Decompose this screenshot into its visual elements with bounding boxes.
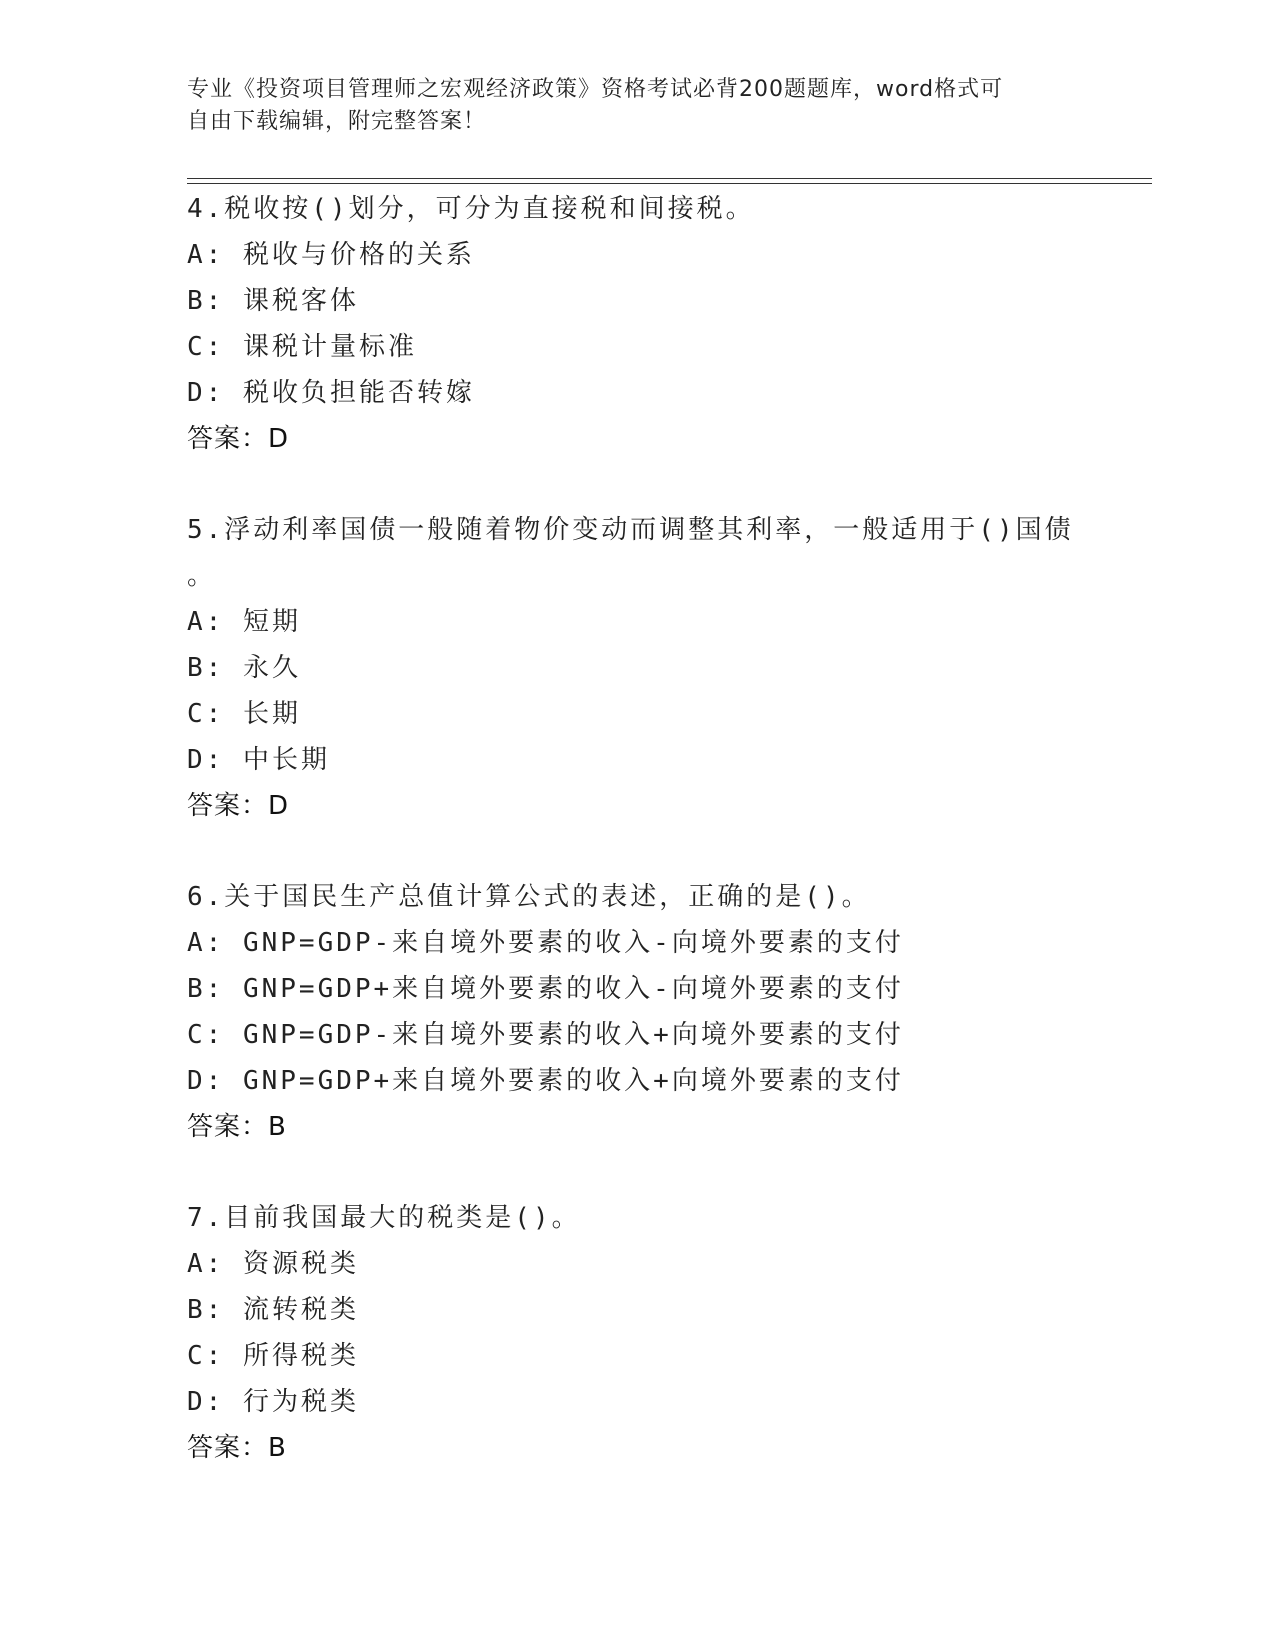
option-d: D: 行为税类 — [187, 1387, 359, 1417]
option-c: C: 所得税类 — [187, 1341, 359, 1371]
option-b: B: 永久 — [187, 653, 301, 683]
option-b: B: GNP=GDP+来自境外要素的收入-向境外要素的支付 — [187, 974, 904, 1004]
question-block-4 — [187, 186, 1087, 462]
header-line-1: 专业《投资项目管理师之宏观经济政策》资格考试必背200题题库，word格式可 — [187, 77, 1004, 102]
option-d: D: 税收负担能否转嫁 — [187, 378, 475, 408]
answer-line: 答案：D — [187, 791, 290, 821]
question-stem: 5.浮动利率国债一般随着物价变动而调整其利率，一般适用于()国债 — [187, 515, 1074, 545]
answer-line: 答案：B — [187, 1433, 287, 1463]
header-divider-top — [187, 178, 1152, 179]
option-a: A: 资源税类 — [187, 1249, 359, 1279]
option-a: A: 短期 — [187, 607, 301, 637]
question-block-7 — [187, 1195, 1087, 1471]
option-c: C: 长期 — [187, 699, 301, 729]
option-a: A: 税收与价格的关系 — [187, 240, 475, 270]
option-d: D: 中长期 — [187, 745, 330, 775]
header-divider-bottom — [187, 183, 1152, 184]
option-c: C: 课税计量标准 — [187, 332, 417, 362]
answer-line: 答案：D — [187, 424, 290, 454]
document-header — [187, 74, 1067, 138]
question-stem: 4.税收按()划分，可分为直接税和间接税。 — [187, 194, 755, 224]
question-stem: 6.关于国民生产总值计算公式的表述，正确的是()。 — [187, 882, 871, 912]
option-c: C: GNP=GDP-来自境外要素的收入+向境外要素的支付 — [187, 1020, 904, 1050]
header-line-2: 自由下载编辑，附完整答案！ — [187, 109, 487, 134]
option-b: B: 课税客体 — [187, 286, 359, 316]
question-block-6 — [187, 874, 1087, 1150]
option-a: A: GNP=GDP-来自境外要素的收入-向境外要素的支付 — [187, 928, 904, 958]
question-stem-continuation: 。 — [187, 561, 217, 591]
option-b: B: 流转税类 — [187, 1295, 359, 1325]
question-stem: 7.目前我国最大的税类是()。 — [187, 1203, 581, 1233]
answer-line: 答案：B — [187, 1112, 287, 1142]
question-block-5 — [187, 507, 1087, 829]
option-d: D: GNP=GDP+来自境外要素的收入+向境外要素的支付 — [187, 1066, 904, 1096]
